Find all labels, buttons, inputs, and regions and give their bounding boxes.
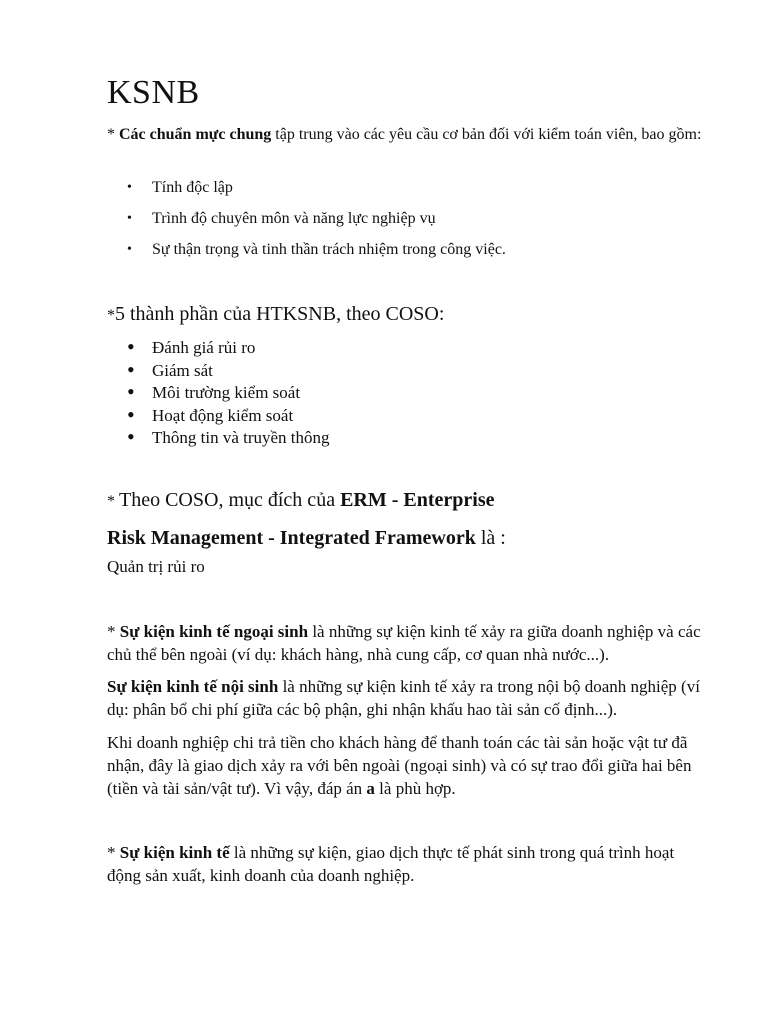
exogenous-text: là những sự kiện kinh tế xảy ra giữa doanh nghiệp và các chủ thể bên ngoài (ví dụ: khách hàng, nhà cung cấp, cơ quan nhà nước...). bbox=[107, 622, 701, 664]
list-item: • Hoạt động kiểm soát bbox=[107, 405, 330, 428]
list-item: • Tính độc lập bbox=[107, 177, 506, 198]
asterisk: * bbox=[107, 843, 120, 862]
endogenous-paragraph bbox=[107, 675, 707, 721]
standards-text: tập trung vào các yêu cầu cơ bản đối với kiểm toán viên, bao gồm: bbox=[271, 126, 702, 143]
list-item: • Sự thận trọng và tinh thần trách nhiệm trong công việc. bbox=[107, 239, 506, 260]
erm-question bbox=[107, 482, 707, 556]
erm-suffix: là : bbox=[475, 527, 506, 549]
components-list bbox=[107, 337, 330, 450]
list-item: • Đánh giá rủi ro bbox=[107, 337, 330, 360]
explanation-paragraph bbox=[107, 731, 707, 800]
asterisk: * bbox=[107, 622, 120, 641]
erm-term-line1: ERM - Enterprise bbox=[340, 489, 495, 511]
endogenous-term: Sự kiện kinh tế nội sinh bbox=[107, 677, 279, 696]
endogenous-text: là những sự kiện kinh tế xảy ra trong nội bộ doanh nghiệp (ví dụ: phân bổ chi phí giữa các bộ phận, ghi nhận khấu hao tài sản cố định...). bbox=[107, 677, 700, 719]
requirements-list bbox=[107, 177, 506, 270]
explanation-text: Khi doanh nghiệp chi trả tiền cho khách hàng để thanh toán các tài sản hoặc vật tư đã nhận, đây là giao dịch xảy ra với bên ngoài (ngoại sinh) và có sự trao đổi giữa hai bên (tiền và tài sản/vật tư). Vì vậy, đáp án bbox=[107, 733, 692, 798]
economic-event-text: là những sự kiện, giao dịch thực tế phát sinh trong quá trình hoạt động sản xuất, kinh doanh của doanh nghiệp. bbox=[107, 843, 675, 885]
list-item: • Thông tin và truyền thông bbox=[107, 427, 330, 450]
asterisk: * bbox=[107, 126, 119, 143]
erm-term-line2: Risk Management - Integrated Framework bbox=[107, 527, 476, 549]
standards-term: Các chuẩn mực chung bbox=[119, 126, 272, 143]
answer-letter: a bbox=[366, 779, 375, 798]
explanation-end: là phù hợp. bbox=[374, 779, 456, 798]
asterisk: * bbox=[107, 307, 115, 324]
list-item: • Môi trường kiểm soát bbox=[107, 382, 330, 405]
list-item: • Trình độ chuyên môn và năng lực nghiệp vụ bbox=[107, 208, 506, 229]
components-heading-text: 5 thành phần của HTKSNB, theo COSO: bbox=[115, 303, 445, 325]
erm-answer: Quản trị rủi ro bbox=[107, 557, 205, 576]
erm-text: Theo COSO, mục đích của bbox=[119, 489, 341, 511]
asterisk: * bbox=[107, 493, 119, 510]
standards-paragraph bbox=[107, 124, 707, 145]
list-item: • Giám sát bbox=[107, 360, 330, 383]
components-heading bbox=[107, 301, 707, 329]
exogenous-term: Sự kiện kinh tế ngoại sinh bbox=[119, 622, 309, 641]
document-title: KSNB bbox=[107, 74, 200, 111]
economic-event-term: Sự kiện kinh tế bbox=[119, 843, 230, 862]
economic-event-paragraph bbox=[107, 841, 707, 887]
exogenous-paragraph bbox=[107, 620, 707, 666]
